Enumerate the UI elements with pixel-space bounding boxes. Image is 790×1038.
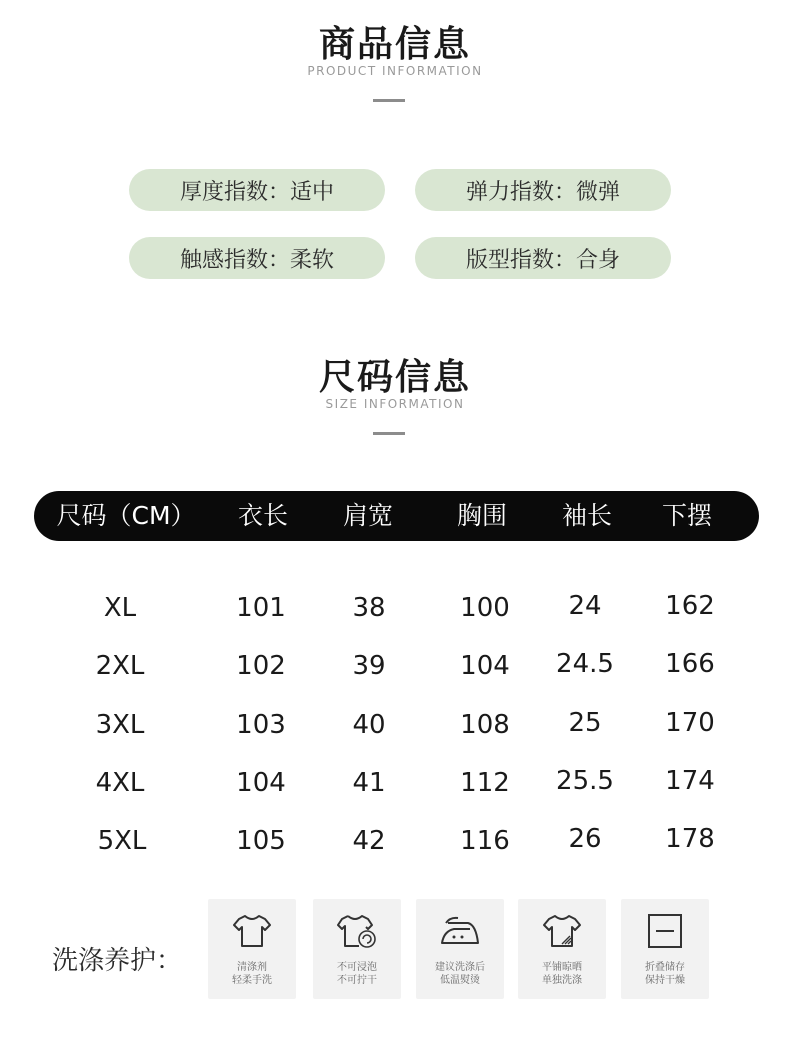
cell-chest: 108 (460, 710, 510, 740)
cell-sleeve: 25 (568, 708, 602, 738)
care-line1: 不可浸泡 (337, 962, 377, 973)
cell-sleeve: 24.5 (556, 649, 614, 679)
cell-hem: 162 (665, 591, 715, 621)
size-info-subtitle: SIZE INFORMATION (325, 397, 465, 411)
care-line1: 折叠储存 (645, 962, 685, 973)
cell-length: 104 (236, 768, 286, 798)
fit-pill: 版型指数：合身 (415, 237, 671, 279)
cell-shoulder: 40 (352, 710, 386, 740)
care-line2: 单独洗涤 (542, 975, 582, 986)
care-line1: 建议洗涤后 (435, 962, 485, 973)
cell-shoulder: 39 (352, 651, 386, 681)
cell-shoulder: 38 (352, 593, 386, 623)
size-info-title: 尺码信息 (318, 357, 471, 398)
cell-sleeve: 24 (568, 591, 602, 621)
cell-size: 2XL (95, 651, 145, 681)
cell-shoulder: 42 (352, 826, 386, 856)
flat-dry-icon (542, 913, 582, 949)
care-line2: 不可拧干 (337, 975, 377, 986)
cell-hem: 170 (665, 708, 715, 738)
care-card-fold-store (621, 899, 709, 999)
size-table-header (34, 491, 759, 541)
cell-chest: 112 (460, 768, 510, 798)
col-header-size: 尺码（CM） (56, 501, 196, 530)
care-line2: 低温熨烫 (440, 975, 480, 986)
tshirt-icon (232, 913, 272, 949)
col-header-hem: 下摆 (661, 501, 713, 530)
care-label: 洗涤养护： (52, 946, 183, 976)
cell-hem: 166 (665, 649, 715, 679)
no-soak-icon (337, 913, 377, 949)
cell-length: 102 (236, 651, 286, 681)
care-card-no-soak (313, 899, 401, 999)
care-card-hand-wash (208, 899, 296, 999)
touch-pill: 触感指数：柔软 (129, 237, 385, 279)
cell-size: 4XL (95, 768, 145, 798)
cell-chest: 100 (460, 593, 510, 623)
fold-store-icon (645, 913, 685, 949)
cell-chest: 116 (460, 826, 510, 856)
cell-chest: 104 (460, 651, 510, 681)
iron-icon (440, 913, 480, 949)
cell-sleeve: 26 (568, 824, 602, 854)
care-line1: 平铺晾晒 (542, 962, 582, 973)
cell-length: 101 (236, 593, 286, 623)
product-info-title: 商品信息 (318, 24, 471, 65)
cell-shoulder: 41 (352, 768, 386, 798)
size-info-divider (373, 432, 405, 435)
elasticity-pill: 弹力指数：微弹 (415, 169, 671, 211)
care-line2: 保持干燥 (645, 975, 685, 986)
thickness-pill: 厚度指数：适中 (129, 169, 385, 211)
cell-length: 103 (236, 710, 286, 740)
col-header-chest: 胸围 (456, 501, 508, 530)
cell-size: 5XL (97, 826, 147, 856)
care-line2: 轻柔手洗 (232, 975, 272, 986)
col-header-shoulder: 肩宽 (342, 501, 394, 530)
cell-length: 105 (236, 826, 286, 856)
cell-hem: 178 (665, 824, 715, 854)
cell-sleeve: 25.5 (556, 766, 614, 796)
care-card-iron (416, 899, 504, 999)
care-card-flat-dry (518, 899, 606, 999)
product-info-divider (373, 99, 405, 102)
col-header-sleeve: 袖长 (561, 501, 613, 530)
care-line1: 清涤剂 (237, 962, 267, 973)
cell-size: 3XL (95, 710, 145, 740)
col-header-length: 衣长 (237, 501, 289, 530)
product-info-subtitle: PRODUCT INFORMATION (307, 64, 483, 78)
cell-hem: 174 (665, 766, 715, 796)
cell-size: XL (103, 593, 137, 623)
